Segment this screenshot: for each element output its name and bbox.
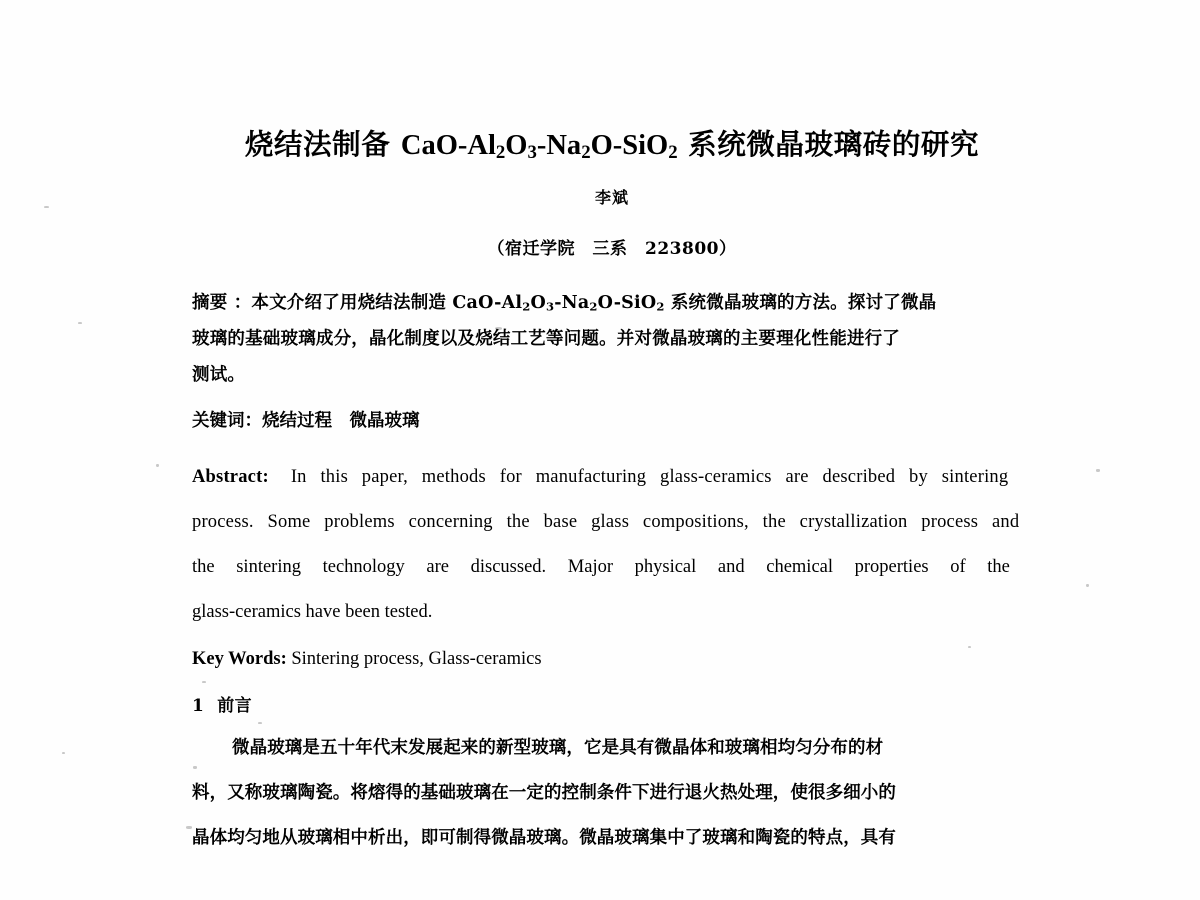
- chinese-keywords-terms: 烧结过程 微晶玻璃: [262, 410, 420, 431]
- abstract-formula-o: O: [530, 292, 546, 313]
- abstract-formula-na-sep: -Na: [554, 292, 590, 313]
- page-title: [192, 0, 1032, 163]
- english-keywords-terms: Sintering process, Glass-ceramics: [291, 648, 542, 669]
- english-abstract-line-4: glass-ceramics have been tested.: [192, 601, 433, 622]
- abstract-formula-sub-3: 3: [545, 299, 555, 314]
- english-abstract: [192, 439, 1032, 635]
- title-formula: [400, 130, 678, 164]
- title-formula-al-sep: -Al: [457, 130, 496, 161]
- title-formula-sub-2: 2: [495, 142, 506, 164]
- scan-speckle: [44, 206, 49, 208]
- chinese-keywords-label: 关键词：: [192, 410, 262, 431]
- abstract-formula-sub-2: 2: [522, 299, 531, 314]
- scan-speckle: [1096, 469, 1100, 472]
- chinese-abstract-line-3: 测试。: [192, 364, 246, 385]
- chinese-abstract-label: 摘要 ：: [192, 292, 252, 313]
- abstract-formula-sub-2c: 2: [656, 299, 665, 314]
- title-formula-o2: O: [590, 130, 613, 161]
- body-paragraph-1-line-3: 晶体均匀地从玻璃相中析出，即可制得微晶玻璃。微晶玻璃集中了玻璃和陶瓷的特点，具有: [192, 827, 896, 848]
- body-paragraph-1-line-1-text: 微晶玻璃是五十年代末发展起来的新型玻璃，它是具有微晶体和玻璃相均匀分布的材: [232, 737, 884, 758]
- chinese-keywords: [192, 393, 1032, 439]
- chinese-abstract-line-1: [192, 285, 1032, 321]
- title-formula-sub-2b: 2: [581, 142, 591, 164]
- english-abstract-line-1: [192, 455, 1032, 500]
- english-keywords-label: Key Words:: [192, 648, 287, 669]
- english-abstract-label: Abstract:: [192, 466, 269, 487]
- title-formula-na-sep: -Na: [536, 130, 582, 161]
- title-formula-cao: CaO: [400, 130, 458, 161]
- abstract-formula-sub-2b: 2: [589, 299, 598, 314]
- title-formula-o: O: [505, 130, 528, 161]
- title-prefix: 烧结法制备: [244, 127, 401, 161]
- scan-speckle: [1086, 584, 1089, 587]
- title-formula-sub-3: 3: [527, 142, 537, 164]
- section-1-heading: [192, 682, 1032, 726]
- english-keywords: [192, 635, 1032, 682]
- abstract-formula-al-sep: -Al: [494, 292, 523, 313]
- title-formula-sio-sep: -SiO: [612, 130, 669, 161]
- author-affiliation: （宿迁学院 三系 223800）: [487, 238, 737, 259]
- scan-speckle: [62, 752, 65, 754]
- english-abstract-line-2: process. Some problems concerning the base glass compositions, the crystallization process and: [192, 511, 1020, 532]
- abstract-formula-o2: O: [597, 292, 614, 313]
- chinese-abstract-line-1-a: 本文介绍了用烧结法制造: [251, 292, 453, 313]
- chinese-abstract-line-2: 玻璃的基础玻璃成分，晶化制度以及烧结工艺等问题。并对微晶玻璃的主要理化性能进行了: [192, 328, 900, 349]
- english-abstract-line-1-text: In this paper, methods for manufacturing glass-ceramics are described by sintering: [290, 466, 1009, 487]
- title-formula-sub-2c: 2: [668, 142, 678, 164]
- abstract-formula-sio-sep: -SiO: [613, 292, 657, 313]
- body-paragraph-1-line-1: [192, 726, 1032, 771]
- scan-speckle: [156, 464, 159, 467]
- title-suffix: 系统微晶玻璃砖的研究: [677, 127, 980, 161]
- body-paragraph-1-line-2: 料，又称玻璃陶瓷。将熔得的基础玻璃在一定的控制条件下进行退火热处理，使很多细小的: [192, 782, 896, 803]
- chinese-abstract-line-1-b: 系统微晶玻璃的方法。探讨了微晶: [664, 292, 937, 313]
- english-abstract-line-3: the sintering technology are discussed. Major physical and chemical properties of the: [192, 556, 1010, 577]
- chinese-abstract: [192, 259, 1032, 393]
- author-name: 李斌: [594, 187, 629, 207]
- section-1-number: 1: [192, 695, 205, 716]
- section-1-title: 前言: [217, 695, 253, 716]
- abstract-formula-cao: CaO: [452, 292, 495, 313]
- page-content: [192, 0, 1032, 900]
- scan-speckle: [78, 322, 82, 324]
- body-paragraph-1: [192, 726, 1032, 861]
- chinese-abstract-formula: [452, 293, 664, 313]
